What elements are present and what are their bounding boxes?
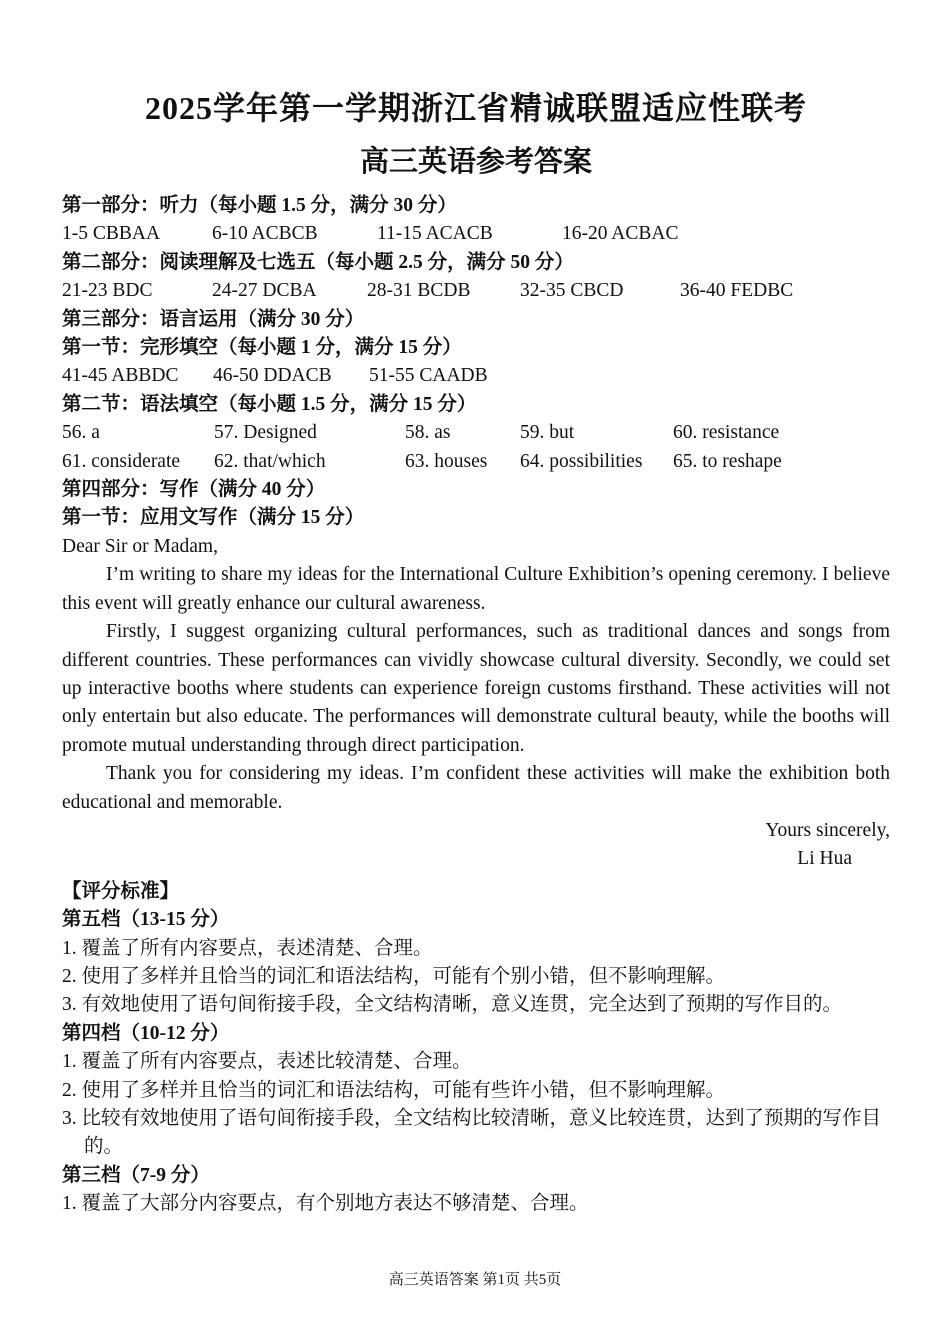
letter-closing: Yours sincerely, <box>765 819 890 841</box>
letter-paragraph: Thank you for considering my ideas. I’m confident these activities will make the exhibition both educational and memorable. <box>62 763 890 813</box>
page-title: 2025学年第一学期浙江省精诚联盟适应性联考 <box>144 90 807 126</box>
grading-heading: 【评分标准】 <box>62 880 180 902</box>
tier-item: 2. 使用了多样并且恰当的词汇和语法结构，可能有些许小错，但不影响理解。 <box>62 1079 726 1101</box>
answer-item: 63. houses <box>405 450 488 472</box>
answer-group: 32-35 CBCD <box>520 280 624 302</box>
answer-item: 59. but <box>520 422 575 444</box>
answer-item: 60. resistance <box>673 422 780 444</box>
answer-item: 65. to reshape <box>673 450 782 472</box>
answer-item: 58. as <box>405 422 451 444</box>
answer-group: 36-40 FEDBC <box>680 280 794 302</box>
answer-item: 61. considerate <box>62 450 181 472</box>
answer-item: 62. that/which <box>214 450 326 472</box>
part3-section1-heading: 第一节：完形填空（每小题 1 分，满分 15 分） <box>62 337 462 359</box>
part4-section1-heading: 第一节：应用文写作（满分 15 分） <box>62 507 365 529</box>
tier-title: 第四档（10-12 分） <box>62 1022 230 1044</box>
answer-item: 56. a <box>62 422 100 444</box>
page-footer: 高三英语答案 第1页 共5页 <box>388 1272 562 1288</box>
document-body <box>62 192 890 1219</box>
answer-group: 16-20 ACBAC <box>562 223 679 245</box>
letter-paragraph: I’m writing to share my ideas for the International Culture Exhibition’s opening ceremony. I believe this event will greatly enhance our cultural awareness. <box>62 564 890 614</box>
tier-item: 3. 比较有效地使用了语句间衔接手段，全文结构比较清晰，意义比较连贯，达到了预期的写作目的。 <box>62 1108 882 1158</box>
answer-group: 1-5 CBBAA <box>62 223 161 245</box>
answer-item: 57. Designed <box>214 422 317 444</box>
tier-item: 3. 有效地使用了语句间衔接手段，全文结构清晰，意义连贯，完全达到了预期的写作目的。 <box>62 994 843 1016</box>
part2-heading: 第二部分：阅读理解及七选五（每小题 2.5 分，满分 50 分） <box>62 251 574 273</box>
tier-item: 1. 覆盖了所有内容要点，表述比较清楚、合理。 <box>62 1051 472 1073</box>
tier-title: 第三档（7-9 分） <box>62 1164 210 1186</box>
answer-group: 6-10 ACBCB <box>212 223 318 245</box>
answer-group: 51-55 CAADB <box>369 365 488 387</box>
answer-group: 11-15 ACACB <box>377 223 493 245</box>
part3-heading: 第三部分：语言运用（满分 30 分） <box>62 308 365 330</box>
tier-title: 第五档（13-15 分） <box>62 909 230 931</box>
grammar-answers-row1 <box>62 419 890 447</box>
letter-signature: Li Hua <box>797 848 852 870</box>
letter-paragraph: Firstly, I suggest organizing cultural performances, such as traditional dances and songs from different countries. These performances can vividly showcase cultural diversity. Secondly, we could set up interactive booths where students can experience foreign customs firsthand. These activities will not only entertain but also educate. The performances will demonstrate cultural beauty, while the booths will promote mutual understanding through direct participation. <box>62 621 890 756</box>
answer-group: 24-27 DCBA <box>212 280 317 302</box>
part1-heading: 第一部分：听力（每小题 1.5 分，满分 30 分） <box>62 195 457 216</box>
answer-group: 41-45 ABBDC <box>62 365 179 387</box>
grammar-answers-row2 <box>62 448 890 476</box>
part4-heading: 第四部分：写作（满分 40 分） <box>62 479 326 501</box>
tier-item: 1. 覆盖了大部分内容要点，有个别地方表达不够清楚、合理。 <box>62 1193 589 1215</box>
page-subtitle: 高三英语参考答案 <box>359 146 592 178</box>
answer-group: 46-50 DDACB <box>213 365 332 387</box>
cloze-answers <box>62 362 890 390</box>
answer-item: 64. possibilities <box>520 450 643 472</box>
letter-greeting: Dear Sir or Madam, <box>62 535 218 557</box>
tier-item: 1. 覆盖了所有内容要点，表述清楚、合理。 <box>62 937 433 959</box>
tier-item: 2. 使用了多样并且恰当的词汇和语法结构，可能有个别小错，但不影响理解。 <box>62 965 726 987</box>
part1-answers <box>62 220 890 248</box>
answer-group: 21-23 BDC <box>62 280 153 302</box>
part2-answers <box>62 277 890 305</box>
part3-section2-heading: 第二节：语法填空（每小题 1.5 分，满分 15 分） <box>62 393 477 415</box>
answer-group: 28-31 BCDB <box>367 280 471 302</box>
